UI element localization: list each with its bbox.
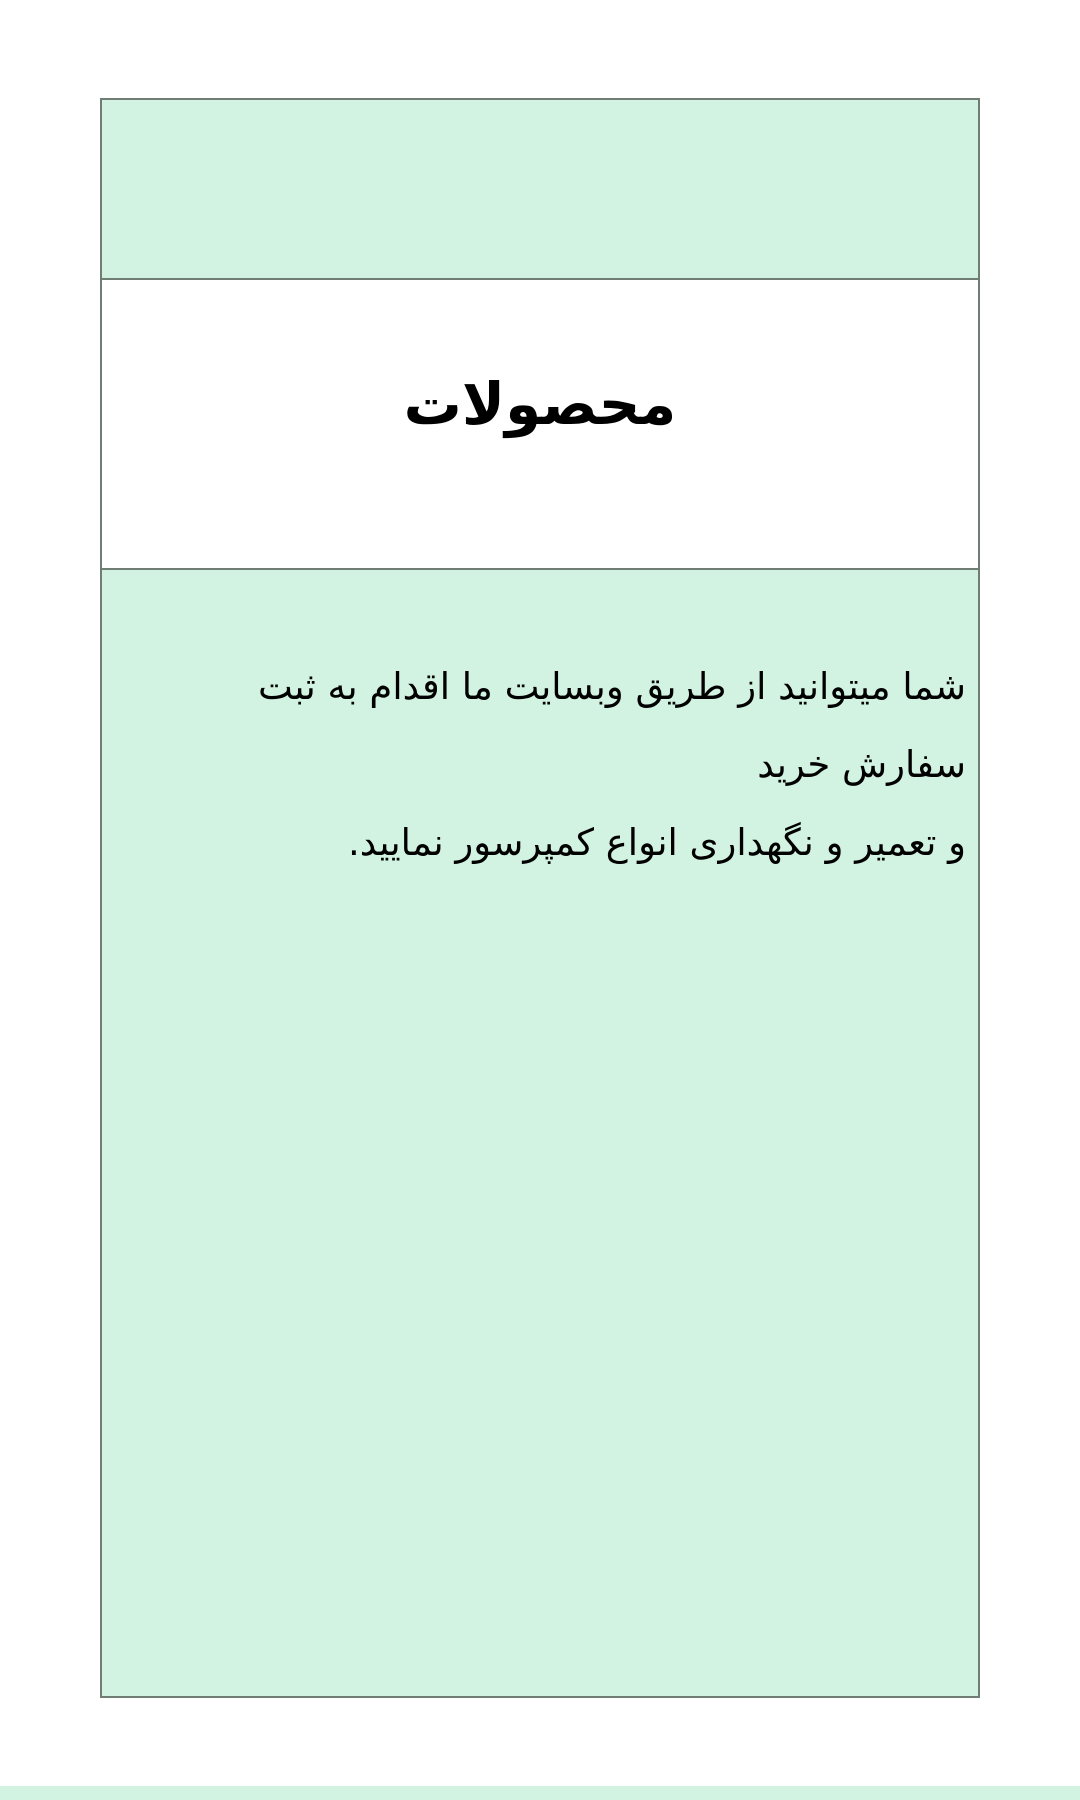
content-panel [100, 98, 980, 1698]
description-line-2: و تعمیر و نگهداری انواع کمپرسور نمایید. [348, 821, 966, 864]
products-description [102, 570, 978, 882]
title-band [102, 280, 978, 570]
next-section-peek-strip [0, 1786, 1080, 1800]
page-title: محصولات [403, 370, 677, 438]
content-green-band [102, 570, 978, 1696]
description-line-1: شما میتوانید از طریق وبسایت ما اقدام به ثبت سفارش خرید [257, 665, 966, 786]
top-green-band [102, 100, 978, 280]
